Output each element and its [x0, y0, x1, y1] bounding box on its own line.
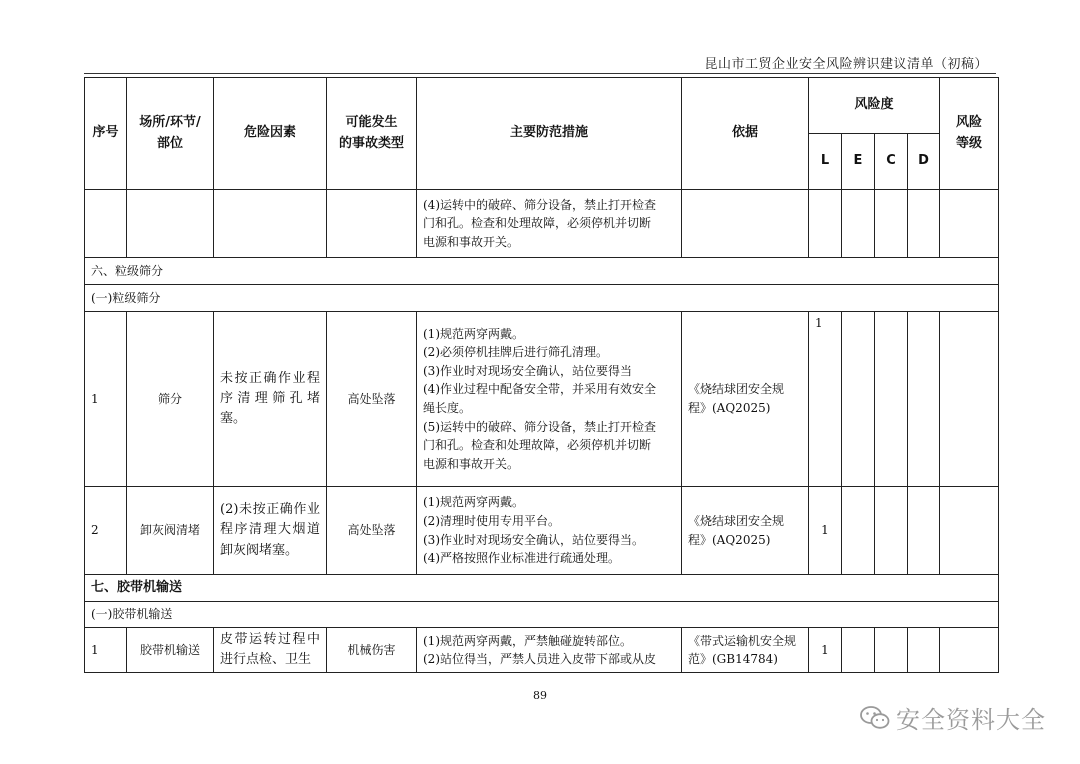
section-subtitle-row	[85, 602, 999, 628]
measure-line: (3)作业时对现场安全确认，站位要得当	[423, 363, 632, 378]
cell-C	[875, 487, 908, 575]
cell-basis: 《烧结球团安全规程》(AQ2025)	[682, 487, 809, 575]
measure-line: (3)作业时对现场安全确认，站位要得当。	[423, 532, 644, 547]
measure-line: (1)规范两穿两戴，严禁触碰旋转部位。	[423, 633, 632, 648]
header-D: D	[908, 134, 940, 190]
cell-E	[842, 628, 875, 673]
cell-E	[842, 312, 875, 487]
measure-line: 绳长度。	[423, 401, 472, 415]
header-risk-degree: 风险度	[809, 78, 940, 134]
header-L: L	[809, 134, 842, 190]
measure-line: 门和孔。检查和处理故障，必须停机并切断	[423, 438, 652, 453]
header-place-line2: 部位	[156, 135, 183, 151]
cell-hazard: (2)未按正确作业程序清理大烟道卸灰阀堵塞。	[214, 487, 327, 575]
document-header-title: 昆山市工贸企业安全风险辨识建议清单（初稿）	[704, 57, 988, 72]
cell-seq: 2	[85, 487, 127, 575]
cell-place: 卸灰阀清堵	[127, 487, 214, 575]
cell-empty	[214, 190, 327, 258]
cell-D	[908, 312, 940, 487]
cell-empty	[327, 190, 417, 258]
cell-measures	[417, 628, 682, 673]
header-basis: 依据	[682, 78, 809, 190]
header-accident-type	[327, 78, 417, 190]
section-subtitle: (一)胶带机输送	[85, 602, 999, 628]
measure-line: (4)严格按照作业标准进行疏通处理。	[423, 551, 620, 566]
watermark	[860, 700, 1046, 735]
page-number: 89	[533, 689, 547, 702]
header-level-line1: 风险	[956, 115, 983, 131]
cell-D	[908, 487, 940, 575]
cell-empty	[682, 190, 809, 258]
header-hazard: 危险因素	[214, 78, 327, 190]
cell-L: 1	[809, 628, 842, 673]
table-row	[85, 312, 999, 487]
cell-level	[940, 487, 999, 575]
cell-empty	[908, 190, 940, 258]
section-title-row	[85, 575, 999, 602]
header-place-line1: 场所/环节/	[139, 115, 201, 131]
header-place	[127, 78, 214, 190]
watermark-text: 安全资料大全	[896, 706, 1046, 734]
section-subtitle-row	[85, 285, 999, 312]
measure-line: 门和孔。检查和处理故障，必须停机并切断	[423, 216, 652, 231]
cell-level	[940, 312, 999, 487]
risk-identification-table	[84, 77, 999, 673]
header-level-line2: 等级	[956, 135, 983, 151]
cell-empty	[842, 190, 875, 258]
cell-seq: 1	[85, 312, 127, 487]
measure-line: (4)运转中的破碎、筛分设备，禁止打开检查	[423, 197, 656, 212]
section-title-row	[85, 258, 999, 285]
cell-empty	[85, 190, 127, 258]
cell-C	[875, 312, 908, 487]
header-E: E	[842, 134, 875, 190]
cell-D	[908, 628, 940, 673]
cell-accident: 高处坠落	[327, 312, 417, 487]
cell-measures	[417, 487, 682, 575]
header-seq: 序号	[85, 78, 127, 190]
measure-line: 电源和事故开关。	[423, 456, 520, 471]
cell-hazard: 皮带运转过程中进行点检、卫生	[214, 628, 327, 673]
table-row	[85, 628, 999, 673]
measure-line: (2)必须停机挂牌后进行筛孔清理。	[423, 345, 608, 360]
header-accident-line1: 可能发生	[345, 115, 398, 131]
cell-place: 胶带机输送	[127, 628, 214, 673]
measure-line: (4)作业过程中配备安全带，并采用有效安全	[423, 382, 656, 397]
cell-place: 筛分	[127, 312, 214, 487]
measure-line: (1)规范两穿两戴。	[423, 495, 524, 510]
section-title: 七、胶带机输送	[85, 575, 999, 602]
header-risk-level	[940, 78, 999, 190]
table-row	[85, 487, 999, 575]
table-header-row	[85, 78, 999, 134]
cell-level	[940, 628, 999, 673]
cell-L: 1	[809, 312, 842, 487]
measure-line: (1)规范两穿两戴。	[423, 326, 524, 341]
cell-C	[875, 628, 908, 673]
cell-empty	[127, 190, 214, 258]
section-title: 六、粒级筛分	[85, 258, 999, 285]
table-row-continued	[85, 190, 999, 258]
header-measures: 主要防范措施	[417, 78, 682, 190]
cell-accident: 高处坠落	[327, 487, 417, 575]
cell-accident: 机械伤害	[327, 628, 417, 673]
header-rule	[84, 73, 996, 74]
header-C: C	[875, 134, 908, 190]
cell-empty	[875, 190, 908, 258]
measure-line: (5)运转中的破碎、筛分设备，禁止打开检查	[423, 419, 656, 434]
cell-hazard: 未按正确作业程序清理筛孔堵塞。	[214, 312, 327, 487]
cell-L: 1	[809, 487, 842, 575]
header-accident-line2: 的事故类型	[338, 135, 404, 151]
cell-seq: 1	[85, 628, 127, 673]
wechat-icon	[860, 705, 890, 731]
measure-line: (2)清理时使用专用平台。	[423, 513, 560, 528]
cell-empty	[809, 190, 842, 258]
cell-E	[842, 487, 875, 575]
section-subtitle: (一)粒级筛分	[85, 285, 999, 312]
cell-basis: 《烧结球团安全规程》(AQ2025)	[682, 312, 809, 487]
measure-line: 电源和事故开关。	[423, 234, 520, 249]
cell-measures	[417, 312, 682, 487]
cell-empty	[940, 190, 999, 258]
cell-basis: 《带式运输机安全规范》(GB14784)	[682, 628, 809, 673]
measure-line: (2)站位得当，严禁人员进入皮带下部或从皮	[423, 652, 656, 667]
cell-measures	[417, 190, 682, 258]
